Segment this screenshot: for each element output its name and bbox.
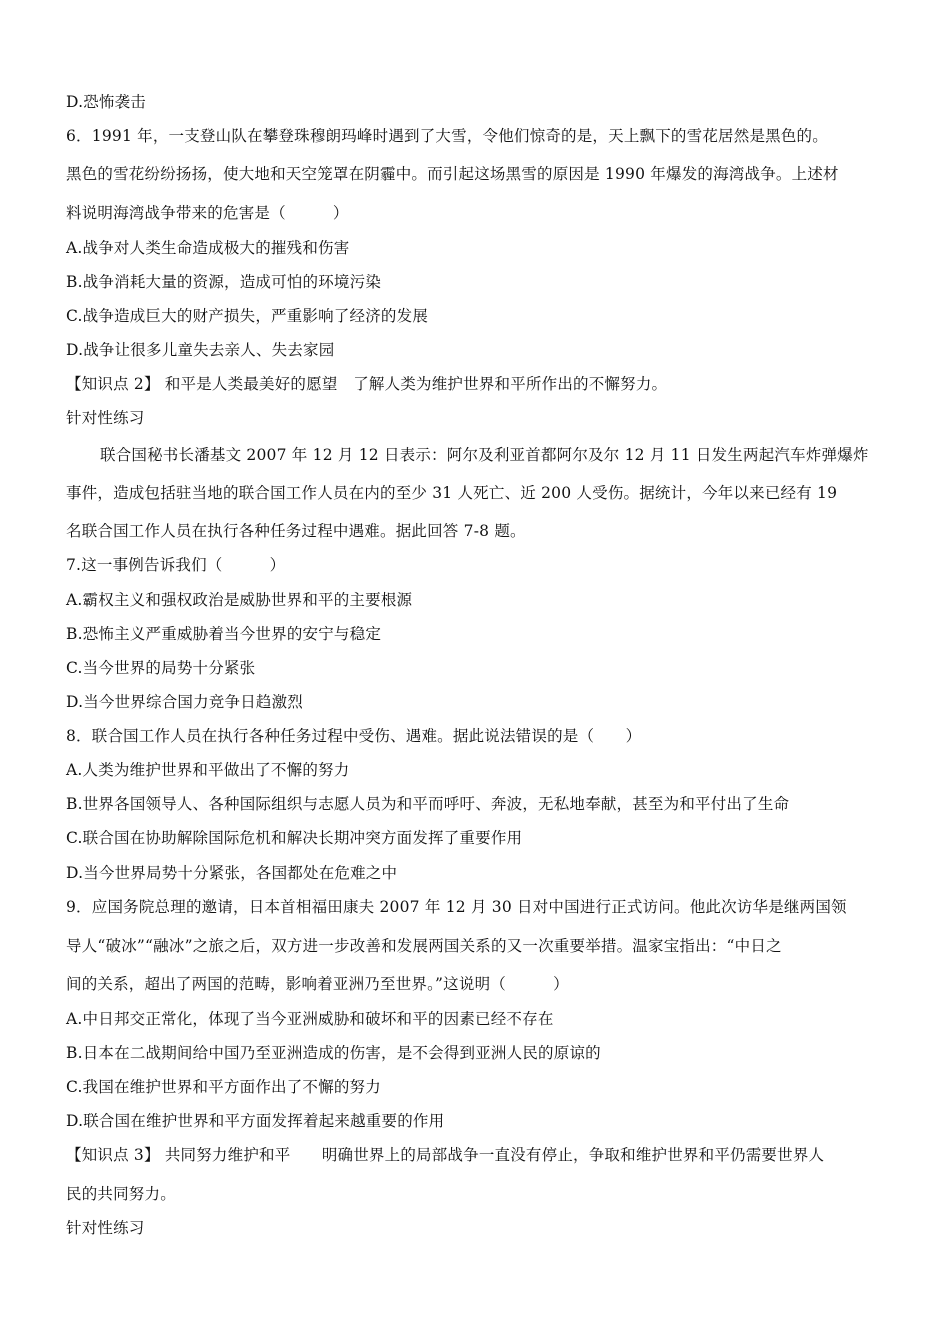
practice-heading-1: 针对性练习 <box>66 409 145 427</box>
option-a-q6: A.战争对人类生命造成极大的摧残和伤害 <box>66 239 350 257</box>
practice-heading-2: 针对性练习 <box>66 1219 145 1237</box>
option-b-q8: B.世界各国领导人、各种国际组织与志愿人员为和平而呼吁、奔波，无私地奉献，甚至为和平付出了生命 <box>66 795 790 813</box>
question-6-line-3: 料说明海湾战争带来的危害是（ ） <box>66 204 349 222</box>
option-d-q5: D.恐怖袭击 <box>66 93 147 111</box>
option-b-q7: B.恐怖主义严重威胁着当今世界的安宁与稳定 <box>66 625 382 643</box>
question-6-line-1: 6．1991 年，一支登山队在攀登珠穆朗玛峰时遇到了大雪，令他们惊奇的是，天上飘下的雪花居然是黑色的。 <box>66 127 828 145</box>
passage-line-3: 名联合国工作人员在执行各种任务过程中遇难。据此回答 7-8 题。 <box>66 522 526 540</box>
question-6-line-2: 黑色的雪花纷纷扬扬，使大地和天空笼罩在阴霾中。而引起这场黑雪的原因是 1990 年爆发的海湾战争。上述材 <box>66 165 839 183</box>
option-a-q8: A.人类为维护世界和平做出了不懈的努力 <box>66 761 350 779</box>
knowledge-point-3-continued: 民的共同努力。 <box>66 1185 176 1203</box>
question-8: 8．联合国工作人员在执行各种任务过程中受伤、遇难。据此说法错误的是（ ） <box>66 727 642 745</box>
question-9-line-1: 9．应国务院总理的邀请，日本首相福田康夫 2007 年 12 月 30 日对中国进行正式访问。他此次访华是继两国领 <box>66 898 847 916</box>
knowledge-point-2-heading: 【知识点 2】 和平是人类最美好的愿望 了解人类为维护世界和平所作出的不懈努力。 <box>66 375 668 393</box>
passage-line-1: 联合国秘书长潘基文 2007 年 12 月 12 日表示：阿尔及利亚首都阿尔及尔 12 月 11 日发生两起汽车炸弹爆炸 <box>100 446 869 464</box>
option-b-q6: B.战争消耗大量的资源，造成可怕的环境污染 <box>66 273 382 291</box>
option-c-q6: C.战争造成巨大的财产损失，严重影响了经济的发展 <box>66 307 429 325</box>
option-a-q9: A.中日邦交正常化，体现了当今亚洲威胁和破坏和平的因素已经不存在 <box>66 1010 554 1028</box>
question-9-line-2: 导人“破冰”“融冰”之旅之后，双方进一步改善和发展两国关系的又一次重要举措。温家宝指出：“中日之 <box>66 937 782 955</box>
option-d-q7: D.当今世界综合国力竞争日趋激烈 <box>66 693 304 711</box>
question-9-line-3: 间的关系，超出了两国的范畴，影响着亚洲乃至世界。”这说明（ ） <box>66 975 569 993</box>
knowledge-point-3-heading: 【知识点 3】 共同努力维护和平 明确世界上的局部战争一直没有停止，争取和维护世界和平仍需要世界人 <box>66 1146 825 1164</box>
passage-line-2: 事件，造成包括驻当地的联合国工作人员在内的至少 31 人死亡、近 200 人受伤。据统计，今年以来已经有 19 <box>66 484 838 502</box>
option-a-q7: A.霸权主义和强权政治是威胁世界和平的主要根源 <box>66 591 413 609</box>
option-d-q6: D.战争让很多儿童失去亲人、失去家园 <box>66 341 335 359</box>
option-c-q8: C.联合国在协助解除国际危机和解决长期冲突方面发挥了重要作用 <box>66 829 523 847</box>
option-c-q9: C.我国在维护世界和平方面作出了不懈的努力 <box>66 1078 381 1096</box>
option-d-q8: D.当今世界局势十分紧张，各国都处在危难之中 <box>66 864 398 882</box>
option-b-q9: B.日本在二战期间给中国乃至亚洲造成的伤害，是不会得到亚洲人民的原谅的 <box>66 1044 601 1062</box>
option-c-q7: C.当今世界的局势十分紧张 <box>66 659 256 677</box>
question-7: 7.这一事例告诉我们（ ） <box>66 556 286 574</box>
option-d-q9: D.联合国在维护世界和平方面发挥着起来越重要的作用 <box>66 1112 445 1130</box>
